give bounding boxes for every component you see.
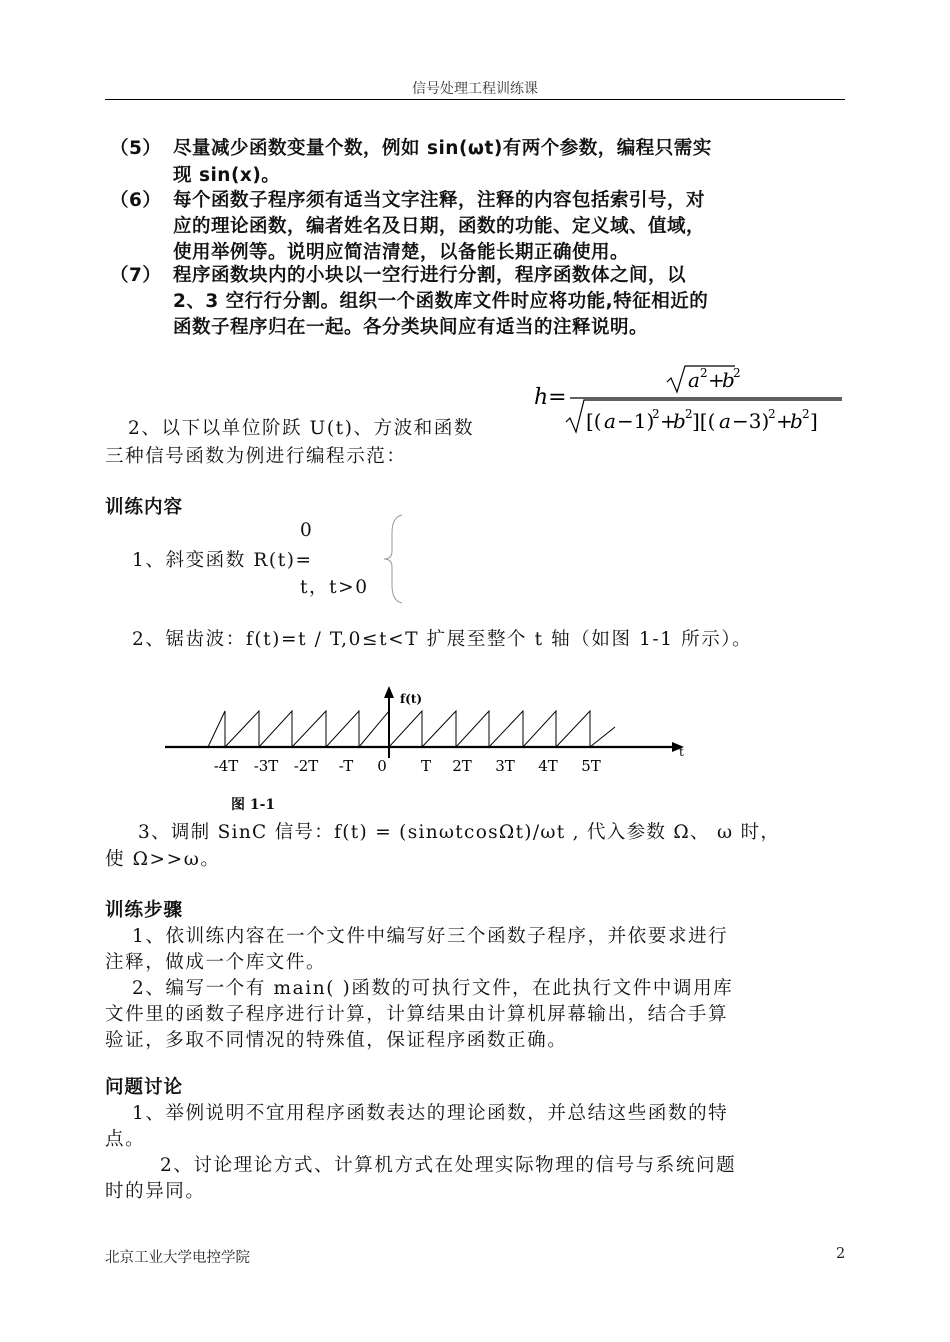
rule-line: 使用举例等。说明应简洁清楚，以备能长期正确使用。 <box>173 242 630 263</box>
discussion-line: 1、举例说明不宜用程序函数表达的理论函数，并总结这些函数的特 <box>132 1103 729 1124</box>
rule-line: 程序函数块内的小块以一空行进行分割，程序函数体之间，以 <box>173 265 687 286</box>
tick-label: -4T <box>213 757 239 775</box>
tick-label: T <box>420 757 432 775</box>
rule-line: 函数子程序归在一起。各分类块间应有适当的注释说明。 <box>173 317 649 338</box>
tick-label: 4T <box>538 757 558 775</box>
rule-line: 尽量减少函数变量个数，例如 sin(ωt)有两个参数，编程只需实 <box>173 138 712 159</box>
discussion-line: 2、讨论理论方式、计算机方式在处理实际物理的信号与系统问题 <box>160 1155 737 1176</box>
svg-text:a: a <box>719 409 731 433</box>
section-title-discussion: 问题讨论 <box>105 1077 184 1098</box>
tick-label: 5T <box>581 757 601 775</box>
svg-text:[(: [( <box>586 409 602 433</box>
formula-denominator <box>566 400 842 433</box>
piecewise-brace <box>380 513 410 605</box>
footer-institution: 北京工业大学电控学院 <box>105 1250 250 1266</box>
discussion-line: 时的异同。 <box>105 1181 206 1202</box>
svg-text:2: 2 <box>685 407 693 421</box>
page-number: 2 <box>836 1246 846 1262</box>
discussion-line: 点。 <box>105 1129 146 1150</box>
section-title-steps: 训练步骤 <box>105 900 184 921</box>
sawtooth-description: 2、锯齿波：f(t)=t / T,0≤t<T 扩展至整个 t 轴（如图 1-1 所示）。 <box>132 629 753 650</box>
section-title-content: 训练内容 <box>105 497 184 518</box>
formula-lhs: h= <box>534 385 567 410</box>
svg-text:2: 2 <box>802 407 810 421</box>
svg-text:][(: ][( <box>692 409 716 433</box>
tick-label: 0 <box>377 757 387 775</box>
svg-text:+: + <box>708 368 725 392</box>
svg-text:−1): −1) <box>617 409 655 433</box>
page-header-title: 信号处理工程训练课 <box>412 81 538 97</box>
header-rule <box>105 99 845 100</box>
figure-caption: 图 1-1 <box>231 797 276 813</box>
t-axis-label: t <box>679 745 684 759</box>
h-formula <box>530 360 850 440</box>
rule-line: 现 sin(x)。 <box>173 165 281 186</box>
steps-line: 文件里的函数子程序进行计算，计算结果由计算机屏幕输出，结合手算 <box>105 1004 729 1025</box>
svg-text:2: 2 <box>768 407 776 421</box>
svg-text:+: + <box>776 409 793 433</box>
ramp-case-bottom: t，t>0 <box>300 577 369 598</box>
svg-text:−3): −3) <box>732 409 770 433</box>
rule-line: 2、3 空行行分割。组织一个函数库文件时应将功能,特征相近的 <box>173 291 709 312</box>
rule-line: 应的理论函数，编者姓名及日期，函数的功能、定义域、值域， <box>173 216 706 237</box>
ramp-function-label: 1、斜变函数 R(t)= <box>132 550 313 571</box>
tick-label: -2T <box>293 757 319 775</box>
tick-label: -T <box>338 757 354 775</box>
svg-text:b: b <box>722 368 735 392</box>
rule-number: （7） <box>110 265 162 286</box>
tick-label: -3T <box>253 757 279 775</box>
svg-text:2: 2 <box>733 366 741 380</box>
rule-line: 每个函数子程序须有适当文字注释，注释的内容包括索引号，对 <box>173 190 706 211</box>
svg-text:2: 2 <box>700 366 708 380</box>
tick-label: 3T <box>495 757 515 775</box>
sinc-line-2: 使 Ω>>ω。 <box>105 849 221 870</box>
svg-text:+: + <box>660 409 677 433</box>
tick-label: 2T <box>452 757 472 775</box>
svg-text:a: a <box>688 368 700 392</box>
sawtooth-figure <box>160 683 700 793</box>
intro-line-2: 三种信号函数为例进行编程示范： <box>105 446 407 467</box>
svg-text:2: 2 <box>652 407 660 421</box>
rule-number: （6） <box>110 190 162 211</box>
f-axis-label: f(t) <box>400 692 423 706</box>
sinc-line-1: 3、调制 SinC 信号：f(t) = (sinωtcosΩt)/ωt , 代入参数 Ω、 ω 时， <box>138 822 781 843</box>
rule-number: （5） <box>110 138 162 159</box>
steps-line: 1、依训练内容在一个文件中编写好三个函数子程序，并依要求进行 <box>132 926 729 947</box>
formula-numerator <box>667 366 741 392</box>
ramp-case-top: 0 <box>300 520 314 541</box>
svg-text:]: ] <box>810 409 818 433</box>
steps-line: 注释，做成一个库文件。 <box>105 952 327 973</box>
svg-text:a: a <box>604 409 616 433</box>
svg-text:b: b <box>790 409 803 433</box>
svg-text:b: b <box>673 409 686 433</box>
steps-line: 验证，多取不同情况的特殊值，保证程序函数正确。 <box>105 1030 568 1051</box>
intro-line-1: 2、以下以单位阶跃 U(t)、方波和函数 <box>128 418 475 439</box>
sawtooth-wave <box>208 711 615 747</box>
steps-line: 2、编写一个有 main( )函数的可执行文件，在此执行文件中调用库 <box>132 978 734 999</box>
f-axis-arrow <box>384 686 394 698</box>
